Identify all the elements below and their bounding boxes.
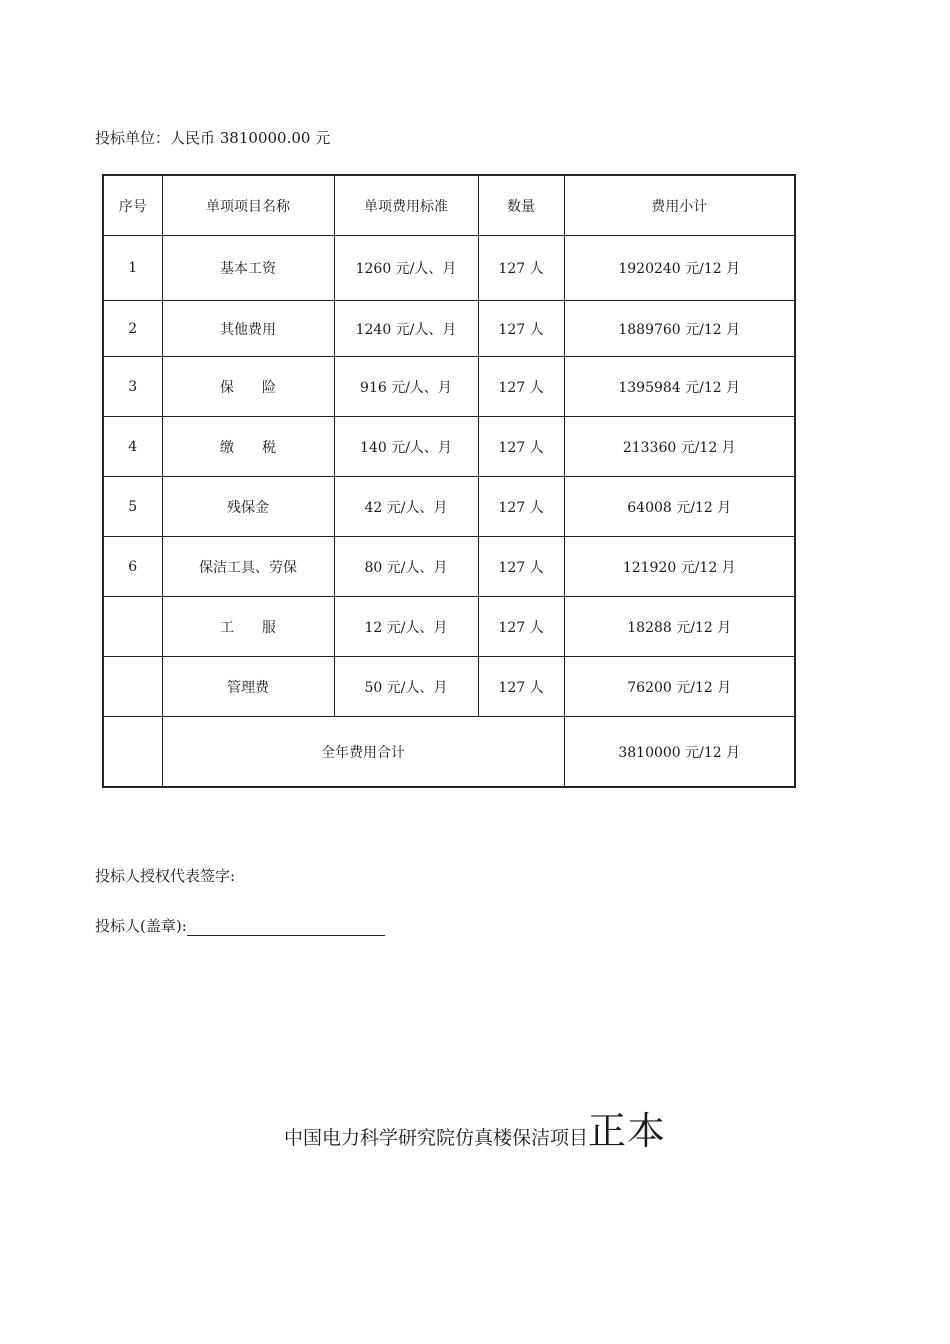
table-total-row <box>103 717 795 788</box>
table-row <box>103 236 795 301</box>
cell-subtotal: 76200 元/12 月 <box>564 657 795 717</box>
project-title: 中国电力科学研究院仿真楼保洁项目 <box>283 1127 588 1149</box>
table-row <box>103 537 795 597</box>
header-subtotal: 费用小计 <box>564 175 795 236</box>
header-quantity: 数量 <box>478 175 564 236</box>
cell-no: 4 <box>103 417 162 477</box>
cell-standard: 42 元/人、月 <box>334 477 478 537</box>
cell-subtotal: 1920240 元/12 月 <box>564 236 795 301</box>
bidder-seal <box>95 916 385 936</box>
cell-no <box>103 657 162 717</box>
cell-standard: 1260 元/人、月 <box>334 236 478 301</box>
cell-no: 1 <box>103 236 162 301</box>
cell-item-name: 工 服 <box>162 597 334 657</box>
cell-item-name: 缴 税 <box>162 417 334 477</box>
total-label: 全年费用合计 <box>162 717 564 788</box>
table-row <box>103 417 795 477</box>
cell-subtotal: 64008 元/12 月 <box>564 477 795 537</box>
table-row <box>103 657 795 717</box>
cell-item-name: 保洁工具、劳保 <box>162 537 334 597</box>
bidder-seal-label: 投标人(盖章): <box>95 917 187 935</box>
cell-quantity: 127 人 <box>478 417 564 477</box>
header-standard: 单项费用标准 <box>334 175 478 236</box>
cell-subtotal: 121920 元/12 月 <box>564 537 795 597</box>
cell-quantity: 127 人 <box>478 236 564 301</box>
cell-item-name: 管理费 <box>162 657 334 717</box>
cell-no: 2 <box>103 301 162 357</box>
total-subtotal: 3810000 元/12 月 <box>564 717 795 788</box>
cell-subtotal: 1395984 元/12 月 <box>564 357 795 417</box>
cell-standard: 12 元/人、月 <box>334 597 478 657</box>
cell-quantity: 127 人 <box>478 537 564 597</box>
cell-standard: 140 元/人、月 <box>334 417 478 477</box>
cell-standard: 80 元/人、月 <box>334 537 478 597</box>
cell-no <box>103 597 162 657</box>
fee-table <box>102 174 796 788</box>
table-row <box>103 301 795 357</box>
cell-subtotal: 1889760 元/12 月 <box>564 301 795 357</box>
cell-quantity: 127 人 <box>478 357 564 417</box>
cell-standard: 50 元/人、月 <box>334 657 478 717</box>
cell-quantity: 127 人 <box>478 477 564 537</box>
cell-item-name: 保 险 <box>162 357 334 417</box>
cell-no: 6 <box>103 537 162 597</box>
authorized-rep-signature <box>95 866 235 886</box>
table-row <box>103 477 795 537</box>
bid-unit-line: 投标单位：人民币 3810000.00 元 <box>95 129 331 147</box>
cell-quantity: 127 人 <box>478 597 564 657</box>
copy-mark: 正本 <box>588 1109 667 1153</box>
cell-standard: 916 元/人、月 <box>334 357 478 417</box>
cell-quantity: 127 人 <box>478 301 564 357</box>
cell-subtotal: 213360 元/12 月 <box>564 417 795 477</box>
header-item-name: 单项项目名称 <box>162 175 334 236</box>
cell-no: 5 <box>103 477 162 537</box>
cell-no: 3 <box>103 357 162 417</box>
table-row <box>103 597 795 657</box>
authorized-rep-label: 投标人授权代表签字: <box>95 867 236 885</box>
header-no: 序号 <box>103 175 162 236</box>
table-header-row <box>103 175 795 236</box>
cell-no <box>103 717 162 788</box>
cell-standard: 1240 元/人、月 <box>334 301 478 357</box>
cell-quantity: 127 人 <box>478 657 564 717</box>
document-footer <box>0 1100 950 1155</box>
cell-item-name: 残保金 <box>162 477 334 537</box>
cell-subtotal: 18288 元/12 月 <box>564 597 795 657</box>
table-row <box>103 357 795 417</box>
seal-blank-line <box>187 919 385 936</box>
cell-item-name: 其他费用 <box>162 301 334 357</box>
cell-item-name: 基本工资 <box>162 236 334 301</box>
